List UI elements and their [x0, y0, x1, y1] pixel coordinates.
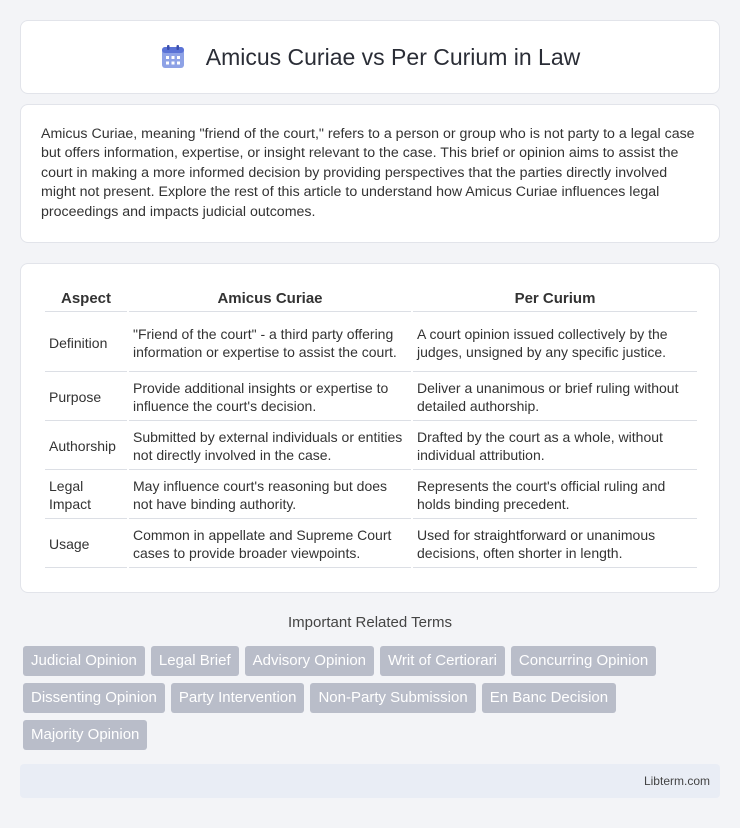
related-terms-list — [23, 646, 723, 757]
cell-amicus: Submitted by external individuals or entities not directly involved in the case. — [129, 423, 411, 470]
cell-per-curium: Drafted by the court as a whole, without individual attribution. — [413, 423, 697, 470]
table-header-row — [45, 286, 697, 312]
table-row — [45, 374, 697, 421]
title-card — [20, 20, 720, 94]
intro-paragraph: Amicus Curiae, meaning "friend of the court," refers to a person or group who is not party to a legal case but offers information, expertise, or insight relevant to the case. This brief or opinion aims to assist the court in making a more informed decision by providing perspectives that the parties directly involved might not present. Explore the rest of this article to understand how Amicus Curiae influences legal proceedings and impacts judicial outcomes. — [41, 126, 695, 220]
tag-en-banc-decision[interactable]: En Banc Decision — [482, 683, 616, 713]
footer-brand[interactable]: Libterm.com — [643, 774, 710, 788]
table-row — [45, 472, 697, 519]
table-row — [45, 521, 697, 568]
cell-aspect: Definition — [45, 314, 127, 372]
page-title: Amicus Curiae vs Per Curium in Law — [205, 43, 581, 70]
tag-legal-brief[interactable]: Legal Brief — [151, 646, 239, 676]
cell-amicus: Provide additional insights or expertise to influence the court's decision. — [129, 374, 411, 421]
table-row — [45, 423, 697, 470]
related-terms-title: Important Related Terms — [288, 614, 452, 631]
cell-aspect: Authorship — [45, 423, 127, 470]
cell-aspect: Legal Impact — [45, 472, 127, 519]
tag-non-party-submission[interactable]: Non-Party Submission — [310, 683, 475, 713]
cell-per-curium: Deliver a unanimous or brief ruling without detailed authorship. — [413, 374, 697, 421]
cell-per-curium: Used for straightforward or unanimous decisions, often shorter in length. — [413, 521, 697, 568]
comparison-table — [43, 284, 699, 570]
tag-advisory-opinion[interactable]: Advisory Opinion — [245, 646, 374, 676]
header-aspect: Aspect — [45, 286, 127, 312]
table-icon — [160, 44, 186, 70]
table-row — [45, 314, 697, 372]
header-amicus: Amicus Curiae — [129, 286, 411, 312]
cell-per-curium: Represents the court's official ruling and holds binding precedent. — [413, 472, 697, 519]
cell-amicus: Common in appellate and Supreme Court cases to provide broader viewpoints. — [129, 521, 411, 568]
tag-party-intervention[interactable]: Party Intervention — [171, 683, 305, 713]
footer — [20, 764, 720, 798]
cell-aspect: Usage — [45, 521, 127, 568]
tag-judicial-opinion[interactable]: Judicial Opinion — [23, 646, 145, 676]
cell-amicus: May influence court's reasoning but does not have binding authority. — [129, 472, 411, 519]
tag-writ-of-certiorari[interactable]: Writ of Certiorari — [380, 646, 505, 676]
tag-concurring-opinion[interactable]: Concurring Opinion — [511, 646, 656, 676]
tag-majority-opinion[interactable]: Majority Opinion — [23, 720, 147, 750]
cell-aspect: Purpose — [45, 374, 127, 421]
comparison-card — [20, 263, 720, 593]
cell-per-curium: A court opinion issued collectively by the judges, unsigned by any specific justice. — [413, 314, 697, 372]
tag-dissenting-opinion[interactable]: Dissenting Opinion — [23, 683, 165, 713]
header-per-curium: Per Curium — [413, 286, 697, 312]
intro-card — [20, 104, 720, 243]
cell-amicus: "Friend of the court" - a third party offering information or expertise to assist the court. — [129, 314, 411, 372]
